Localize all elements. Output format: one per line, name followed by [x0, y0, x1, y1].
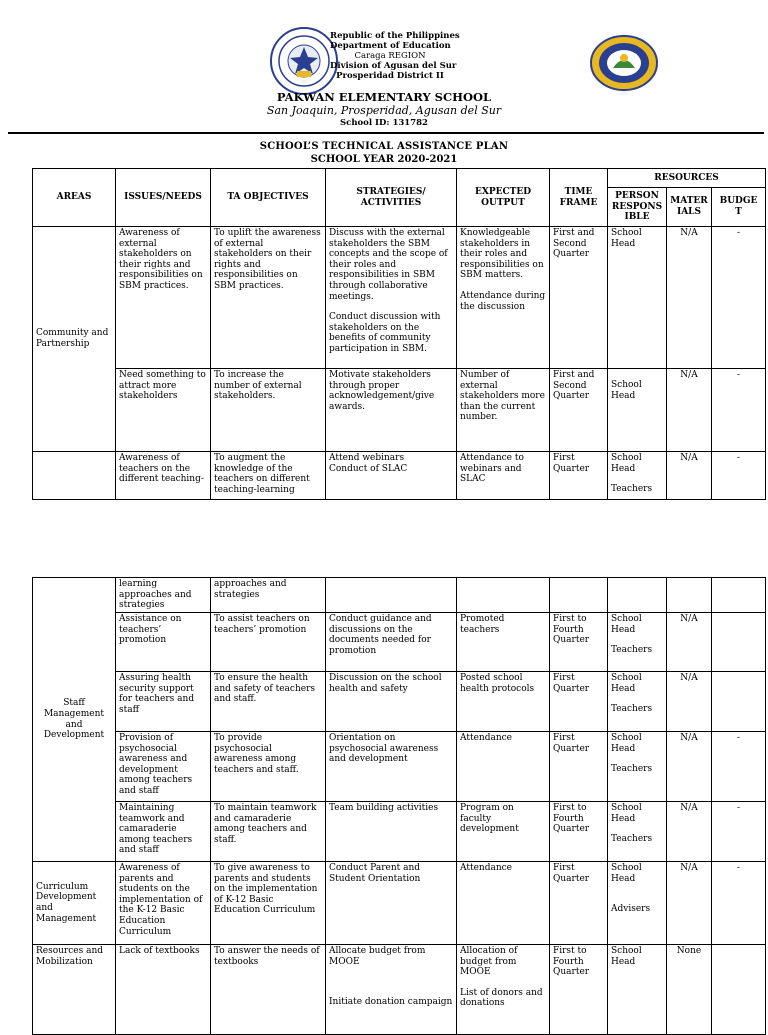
output-cell — [457, 578, 550, 613]
header-divider — [8, 132, 764, 134]
strategy-cell: Orientation on psychosocial awareness and development — [326, 732, 457, 802]
col-header-person: PERSON RESPONS IBLE — [608, 188, 667, 227]
materials-cell: N/A — [667, 369, 712, 452]
person-cell — [608, 369, 667, 452]
strategy-text: Initiate donation campaign — [329, 997, 453, 1008]
org-line: Caraga REGION — [354, 51, 426, 61]
person-text: School Head — [611, 380, 642, 401]
table-row — [33, 578, 766, 613]
table-row — [33, 227, 766, 369]
col-header-issues: ISSUES/NEEDS — [116, 169, 211, 227]
school-address: San Joaquin, Prosperidad, Agusan del Sur — [266, 104, 502, 117]
time-cell: First and Second Quarter — [550, 369, 608, 452]
output-text: Allocation of budget from MOOE — [460, 946, 518, 978]
person-cell — [608, 578, 667, 613]
objective-cell: approaches and strategies — [211, 578, 326, 613]
issue-cell: Provision of psychosocial awareness and development among teachers and staff — [116, 732, 211, 802]
assistance-plan-table-page-2 — [32, 577, 766, 1035]
output-cell: Attendance to webinars and SLAC — [457, 452, 550, 500]
materials-cell: N/A — [667, 802, 712, 862]
materials-cell: N/A — [667, 732, 712, 802]
person-cell — [608, 732, 667, 802]
strategy-cell — [326, 452, 457, 500]
area-cell: Resources and Mobilization — [33, 945, 116, 1035]
issue-cell: Awareness of parents and students on the implementation of the K-12 Basic Education Curriculum — [116, 862, 211, 945]
person-cell — [608, 862, 667, 945]
col-header-materials: MATER IALS — [667, 188, 712, 227]
person-cell: School Head — [608, 227, 667, 369]
assistance-plan-table-page-1 — [32, 168, 766, 500]
person-cell — [608, 452, 667, 500]
budget-cell: - — [712, 862, 766, 945]
org-line: Division of Agusan del Sur — [330, 61, 457, 71]
issue-cell: learning approaches and strategies — [116, 578, 211, 613]
area-cell — [33, 452, 116, 500]
budget-cell: - — [712, 227, 766, 369]
person-cell: School Head — [608, 945, 667, 1035]
col-header-areas: AREAS — [33, 169, 116, 227]
output-text: Knowledgeable stakeholders in their roles and responsibilities on SBM matters. — [460, 228, 544, 281]
time-cell: First Quarter — [550, 732, 608, 802]
org-line: Prosperidad District II — [336, 71, 444, 81]
table-row — [33, 732, 766, 802]
objective-cell: To answer the needs of textbooks — [211, 945, 326, 1035]
output-cell: Attendance — [457, 732, 550, 802]
budget-cell — [712, 672, 766, 732]
time-cell: First to Fourth Quarter — [550, 613, 608, 672]
strategy-cell — [326, 227, 457, 369]
table-row — [33, 452, 766, 500]
output-cell: Promoted teachers — [457, 613, 550, 672]
school-name: PAKWAN ELEMENTARY SCHOOL — [276, 90, 492, 104]
output-text: List of donors and donations — [460, 987, 543, 1009]
time-cell: First Quarter — [550, 672, 608, 732]
col-header-resources: RESOURCES — [608, 169, 766, 188]
col-header-output: EXPECTED OUTPUT — [457, 169, 550, 227]
issue-cell: Assistance on teachers’ promotion — [116, 613, 211, 672]
objective-cell: To maintain teamwork and camaraderie among teachers and staff. — [211, 802, 326, 862]
time-cell — [550, 578, 608, 613]
table-row — [33, 802, 766, 862]
objective-cell: To assist teachers on teachers’ promotion — [211, 613, 326, 672]
org-line: Department of Education — [330, 41, 451, 51]
materials-cell — [667, 578, 712, 613]
budget-cell: - — [712, 732, 766, 802]
issue-cell: Awareness of teachers on the different teaching- — [116, 452, 211, 500]
plan-title: SCHOOL’S TECHNICAL ASSISTANCE PLAN — [259, 141, 509, 152]
school-id: School ID: 131782 — [340, 118, 428, 128]
objective-cell: To uplift the awareness of external stakeholders on their rights and responsibilities on SBM practices. — [211, 227, 326, 369]
strategy-text: Discuss with the external stakeholders the SBM concepts and the scope of their roles and responsibilities in SBM through collaborative meetings. — [329, 228, 448, 302]
person-text: School Head — [611, 673, 642, 694]
area-cell: Curriculum Development and Management — [33, 862, 116, 945]
person-text: School Head — [611, 453, 642, 474]
materials-cell: N/A — [667, 862, 712, 945]
person-text: Teachers — [611, 645, 653, 656]
objective-cell: To give awareness to parents and students on the implementation of K-12 Basic Education Curriculum — [211, 862, 326, 945]
output-cell: Program on faculty development — [457, 802, 550, 862]
strategy-text: Attend webinars — [329, 453, 405, 463]
objective-cell: To ensure the health and safety of teachers and staff. — [211, 672, 326, 732]
strategy-cell: Conduct Parent and Student Orientation — [326, 862, 457, 945]
col-header-strategies: STRATEGIES/ ACTIVITIES — [326, 169, 457, 227]
budget-cell: - — [712, 802, 766, 862]
budget-cell: - — [712, 452, 766, 500]
area-cell: Community and Partnership — [33, 227, 116, 452]
output-cell: Number of external stakeholders more than the current number. — [457, 369, 550, 452]
organization-block — [330, 31, 460, 81]
strategy-cell: Team building activities — [326, 802, 457, 862]
school-seal-icon — [589, 34, 659, 92]
table-row — [33, 672, 766, 732]
budget-cell: - — [712, 369, 766, 452]
person-text: Teachers — [611, 484, 653, 495]
table-row — [33, 613, 766, 672]
issue-cell: Awareness of external stakeholders on their rights and responsibilities on SBM practices. — [116, 227, 211, 369]
table-row — [33, 945, 766, 1035]
col-header-time: TIME FRAME — [550, 169, 608, 227]
strategy-text: Conduct discussion with stakeholders on the benefits of community participation in SBM. — [329, 312, 441, 354]
time-cell: First to Fourth Quarter — [550, 945, 608, 1035]
person-text: School Head — [611, 863, 642, 884]
output-cell: Attendance — [457, 862, 550, 945]
person-text: School Head — [611, 614, 642, 635]
deped-seal-icon — [270, 27, 338, 95]
plan-year: SCHOOL YEAR 2020-2021 — [310, 154, 458, 165]
output-cell: Posted school health protocols — [457, 672, 550, 732]
issue-cell: Assuring health security support for teachers and staff — [116, 672, 211, 732]
objective-cell: To augment the knowledge of the teachers on different teaching-learning — [211, 452, 326, 500]
org-line: Republic of the Philippines — [330, 31, 460, 41]
strategy-cell: Motivate stakeholders through proper acknowledgement/give awards. — [326, 369, 457, 452]
strategy-cell: Discussion on the school health and safety — [326, 672, 457, 732]
budget-cell — [712, 578, 766, 613]
person-cell — [608, 672, 667, 732]
output-text: Attendance during the discussion — [460, 290, 546, 312]
objective-cell: To increase the number of external stakeholders. — [211, 369, 326, 452]
time-cell: First to Fourth Quarter — [550, 802, 608, 862]
col-header-objectives: TA OBJECTIVES — [211, 169, 326, 227]
output-cell — [457, 945, 550, 1035]
materials-cell: N/A — [667, 227, 712, 369]
col-header-budget: BUDGE T — [712, 188, 766, 227]
issue-cell: Maintaining teamwork and camaraderie among teachers and staff — [116, 802, 211, 862]
materials-cell: N/A — [667, 613, 712, 672]
document-header — [0, 0, 768, 132]
person-cell — [608, 802, 667, 862]
budget-cell — [712, 945, 766, 1035]
materials-cell: None — [667, 945, 712, 1035]
time-cell: First and Second Quarter — [550, 227, 608, 369]
strategy-cell — [326, 578, 457, 613]
budget-cell — [712, 613, 766, 672]
person-text: Teachers — [611, 834, 653, 845]
issue-cell: Lack of textbooks — [116, 945, 211, 1035]
person-text: Teachers — [611, 704, 653, 715]
time-cell: First Quarter — [550, 452, 608, 500]
person-text: School Head — [611, 803, 642, 824]
materials-cell: N/A — [667, 672, 712, 732]
time-cell: First Quarter — [550, 862, 608, 945]
strategy-text: Allocate budget from MOOE — [329, 946, 426, 967]
person-text: School Head — [611, 733, 642, 754]
materials-cell: N/A — [667, 452, 712, 500]
strategy-text: Conduct of SLAC — [329, 463, 408, 474]
table-row — [33, 862, 766, 945]
area-cell: Staff Management and Development — [33, 578, 116, 862]
person-text: Teachers — [611, 764, 653, 775]
table-row — [33, 369, 766, 452]
issue-cell: Need something to attract more stakeholders — [116, 369, 211, 452]
person-cell — [608, 613, 667, 672]
strategy-cell — [326, 945, 457, 1035]
objective-cell: To provide psychosocial awareness among teachers and staff. — [211, 732, 326, 802]
person-text: Advisers — [611, 904, 651, 915]
strategy-cell: Conduct guidance and discussions on the documents needed for promotion — [326, 613, 457, 672]
output-cell — [457, 227, 550, 369]
